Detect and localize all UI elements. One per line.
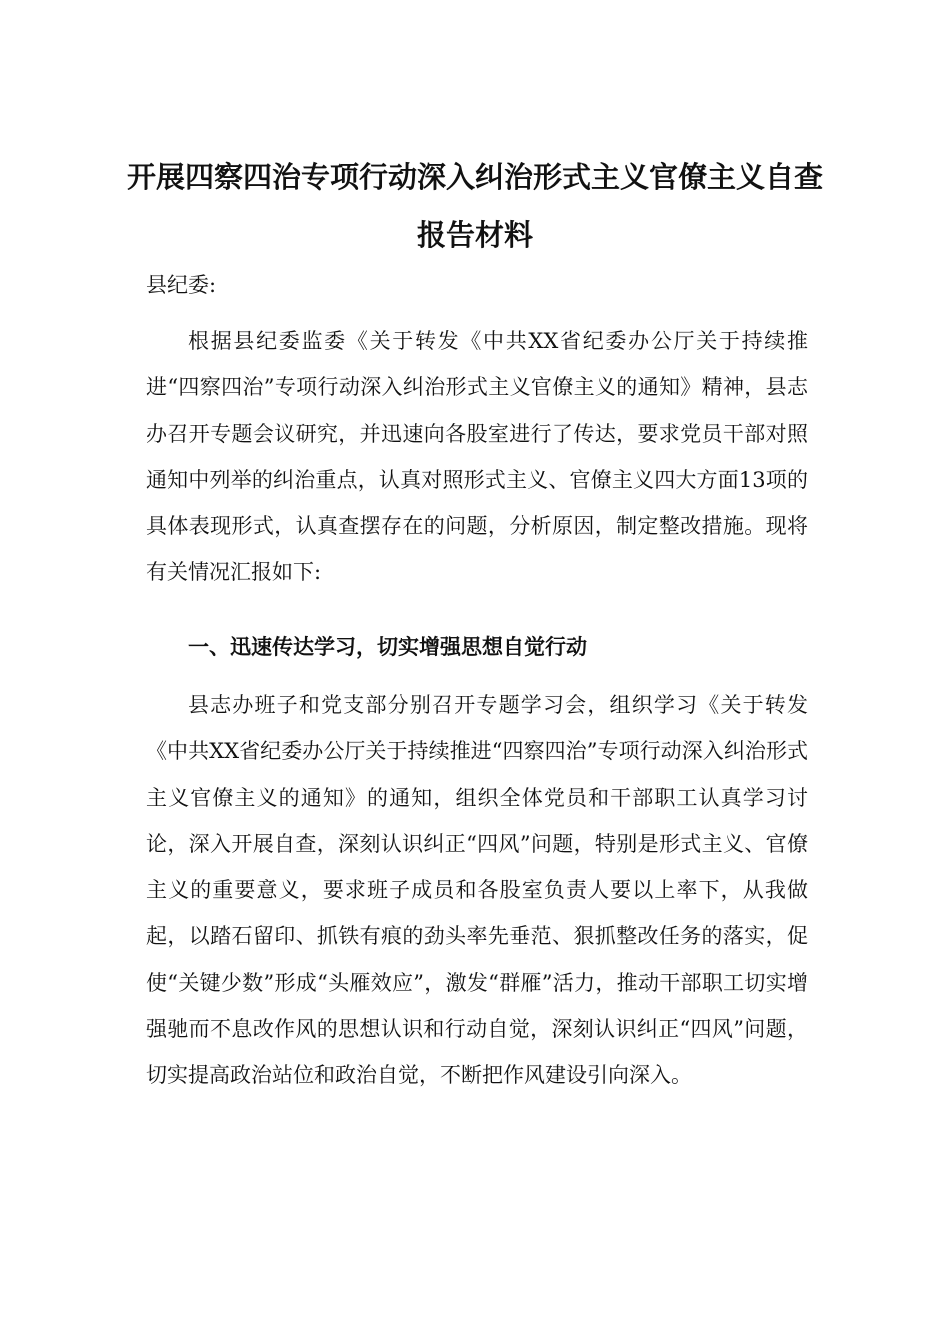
intro-paragraph: 根据县纪委监委《关于转发《中共XX省纪委办公厅关于持续推进“四察四治”专项行动深入纠治形式主义官僚主义的通知》精神，县志办召开专题会议研究，并迅速向各股室进行了传达，要求党员干部对照通知中列举的纠治重点，认真对照形式主义、官僚主义四大方面13项的具体表现形式，认真查摆存在的问题，分析原因，制定整改措施。现将有关情况汇报如下: [146,329,808,585]
document-title: 开展四察四治专项行动深入纠治形式主义官僚主义自查报告材料 [126,160,823,252]
salutation: 县纪委: [146,273,217,297]
section-heading: 一、迅速传达学习，切实增强思想自觉行动 [188,635,587,659]
section-paragraph: 县志办班子和党支部分别召开专题学习会，组织学习《关于转发《中共XX省纪委办公厅关于持续推进“四察四治”专项行动深入纠治形式主义官僚主义的通知》的通知，组织全体党员和干部职工认真学习讨论，深入开展自查，深刻认识纠正“四风”问题，特别是形式主义、官僚主义的重要意义，要求班子成员和各股室负责人要以上率下，从我做起，以踏石留印、抓铁有痕的劲头率先垂范、狠抓整改任务的落实，促使“关键少数”形成“头雁效应”，激发“群雁”活力，推动干部职工切实增强驰而不息改作风的思想认识和行动自觉，深刻认识纠正“四风”问题，切实提高政治站位和政治自觉，不断把作风建设引向深入。 [146,693,808,1088]
